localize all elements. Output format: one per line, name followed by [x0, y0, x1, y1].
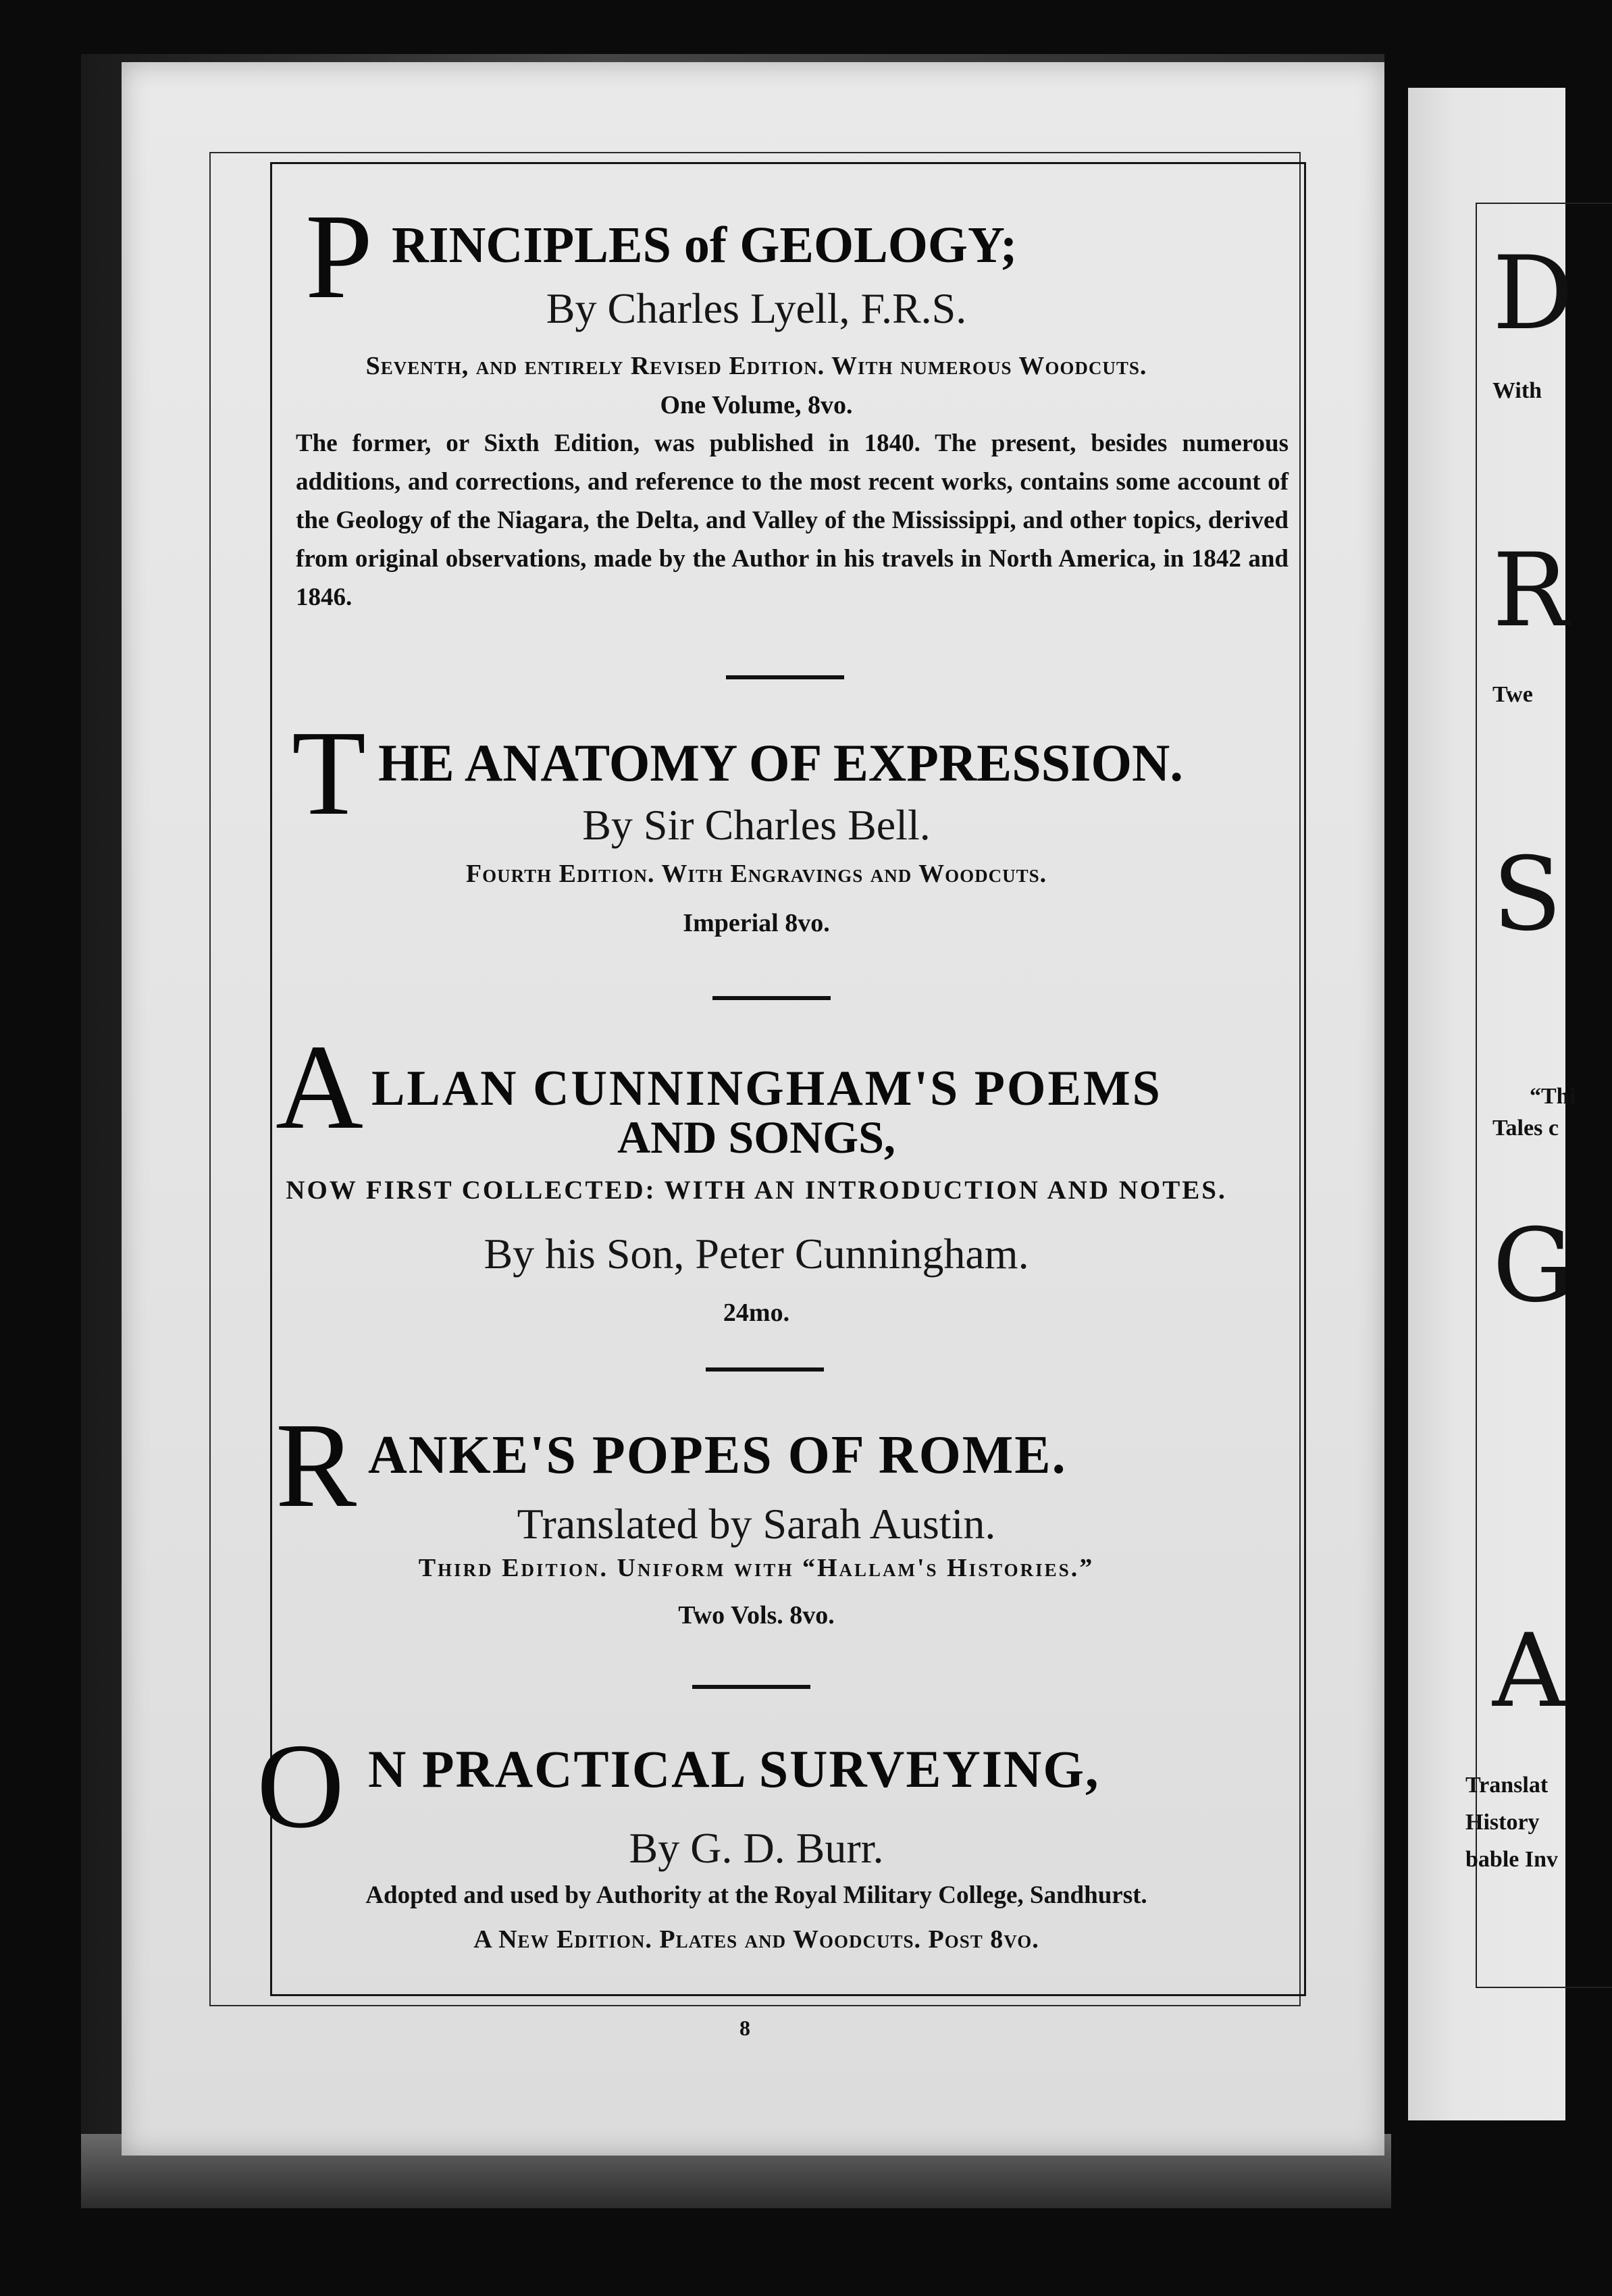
facing-dropcap: R	[1492, 532, 1569, 650]
book-title: HE ANATOMY OF EXPRESSION.	[378, 733, 1183, 792]
facing-dropcap: G	[1492, 1207, 1574, 1325]
book-edition: Third Edition. Uniform with “Hallam's Histories.”	[418, 1554, 1095, 1582]
facing-fragment: Translat	[1465, 1773, 1549, 1798]
facing-dropcap: S	[1492, 836, 1562, 954]
book-subtitle: NOW FIRST COLLECTED: WITH AN INTRODUCTION AND NOTES.	[286, 1176, 1227, 1205]
facing-fragment: Tales c	[1492, 1116, 1559, 1141]
book-author: By his Son, Peter Cunningham.	[484, 1230, 1029, 1278]
book-format: One Volume, 8vo.	[660, 391, 853, 419]
book-description: The former, or Sixth Edition, was published in 1840. The present, besides numerous additions, and corrections, and reference to the most recent works, contains some account of the Geology of the Niagara, the Delta, and Valley of the Mississippi, and other topics, derived from original observations, made by the Author in his travels in North America, in 1842 and 1846.	[296, 429, 1289, 611]
book-note: Adopted and used by Authority at the Royal Military College, Sandhurst.	[365, 1881, 1147, 1909]
book-format: 24mo.	[723, 1299, 790, 1327]
book-author: By G. D. Burr.	[629, 1824, 884, 1872]
divider-rule	[712, 996, 831, 1000]
book-edition: Seventh, and entirely Revised Edition. With numerous Woodcuts.	[365, 352, 1147, 380]
book-title: RINCIPLES of GEOLOGY;	[392, 217, 1018, 273]
book-author: Translated by Sarah Austin.	[517, 1500, 996, 1548]
facing-fragment: “Thi	[1530, 1084, 1576, 1109]
facing-dropcap: A	[1492, 1613, 1566, 1730]
divider-rule	[692, 1685, 810, 1689]
facing-fragment: With	[1492, 378, 1542, 403]
book-format: Two Vols. 8vo.	[678, 1601, 835, 1629]
book-edition: A New Edition. Plates and Woodcuts. Post 8vo.	[473, 1925, 1039, 1954]
dropcap: P	[305, 189, 373, 323]
facing-fragment: History	[1465, 1810, 1540, 1835]
facing-fragment: bable Inv	[1465, 1847, 1558, 1872]
page-number: 8	[739, 2016, 750, 2040]
dropcap: T	[292, 706, 366, 840]
book-title: N PRACTICAL SURVEYING,	[368, 1740, 1100, 1798]
divider-rule	[726, 675, 844, 679]
book-title-line2: AND SONGS,	[617, 1112, 895, 1163]
dropcap: O	[257, 1719, 344, 1853]
divider-rule	[706, 1367, 824, 1372]
book-edition: Fourth Edition. With Engravings and Woodcuts.	[465, 860, 1047, 888]
book-format: Imperial 8vo.	[683, 909, 830, 937]
book-title: ANKE'S POPES OF ROME.	[368, 1426, 1067, 1485]
book-author: By Charles Lyell, F.R.S.	[546, 284, 967, 332]
dropcap: R	[276, 1398, 357, 1532]
facing-dropcap: D	[1492, 235, 1574, 353]
book-title: LLAN CUNNINGHAM'S POEMS	[371, 1061, 1162, 1116]
facing-fragment: Twe	[1492, 682, 1533, 707]
dropcap: A	[276, 1020, 363, 1154]
book-author: By Sir Charles Bell.	[582, 801, 931, 849]
